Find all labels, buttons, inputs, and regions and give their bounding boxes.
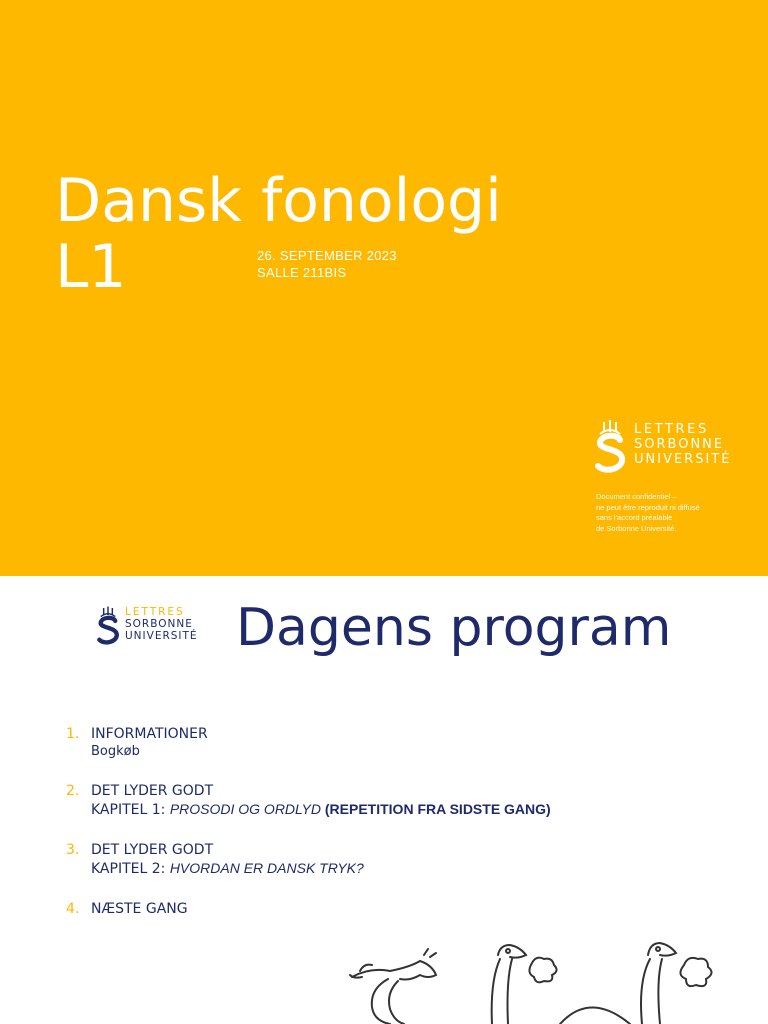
- confidential-line: sans l'accord préalable: [596, 513, 673, 522]
- chapter-label: KAPITEL 1:: [91, 802, 170, 818]
- session-date: 26. SEPTEMBER 2023: [257, 248, 397, 263]
- confidential-line: de Sorbonne Université.: [596, 523, 677, 533]
- session-info: [257, 247, 397, 281]
- chapter-title: PROSODI OG ORDLYD: [169, 801, 321, 817]
- item-number: 3.: [66, 842, 80, 858]
- item-number: 2.: [66, 783, 80, 799]
- confidential-line: Document confidentiel –: [596, 492, 677, 501]
- chapter-title: HVORDAN ER DANSK TRYK?: [169, 860, 364, 876]
- chapter-note: (REPETITION FRA SIDSTE GANG): [321, 801, 551, 817]
- item-heading: DET LYDER GODT: [91, 842, 214, 858]
- sorbonne-logo-small: [95, 604, 198, 652]
- agenda-item: [66, 841, 551, 878]
- confidential-line: ne peut être reproduit ni diffusé: [596, 502, 700, 512]
- confidential-notice: [596, 492, 700, 534]
- title-line-2: L1: [55, 232, 127, 302]
- sorbonne-s-icon: [95, 604, 121, 648]
- agenda-item: [66, 900, 551, 918]
- item-heading: DET LYDER GODT: [91, 783, 214, 799]
- item-number: 1.: [66, 726, 80, 742]
- item-subtext: [91, 859, 551, 878]
- logo-line-1: LETTRES: [634, 422, 709, 437]
- agenda-list: [66, 725, 551, 940]
- logo-line-2: SORBONNE: [125, 618, 193, 630]
- agenda-slide: [0, 576, 768, 1024]
- item-subtext: Bogkøb: [91, 744, 140, 759]
- item-heading: NÆSTE GANG: [91, 901, 188, 917]
- session-room: SALLE 211BIS: [257, 265, 347, 280]
- logo-wordmark: [125, 606, 198, 642]
- sorbonne-logo: [592, 418, 732, 480]
- logo-line-2: SORBONNE: [634, 437, 725, 452]
- agenda-title: Dagens program: [236, 598, 672, 658]
- item-number: 4.: [66, 901, 80, 917]
- agenda-item: [66, 782, 551, 819]
- item-subtext: [91, 800, 551, 819]
- chapter-label: KAPITEL 2:: [91, 861, 170, 877]
- sorbonne-s-icon: [592, 418, 628, 476]
- item-heading: INFORMATIONER: [91, 726, 208, 742]
- logo-wordmark: [634, 422, 731, 467]
- agenda-item: [66, 725, 551, 760]
- logo-line-3: UNIVERSITÉ: [125, 630, 198, 642]
- logo-line-3: UNIVERSITÉ: [634, 452, 732, 467]
- title-line-1: Dansk fonologi: [55, 166, 502, 236]
- cartoon-doodle-illustration: [340, 941, 720, 1024]
- logo-line-1: LETTRES: [125, 606, 185, 618]
